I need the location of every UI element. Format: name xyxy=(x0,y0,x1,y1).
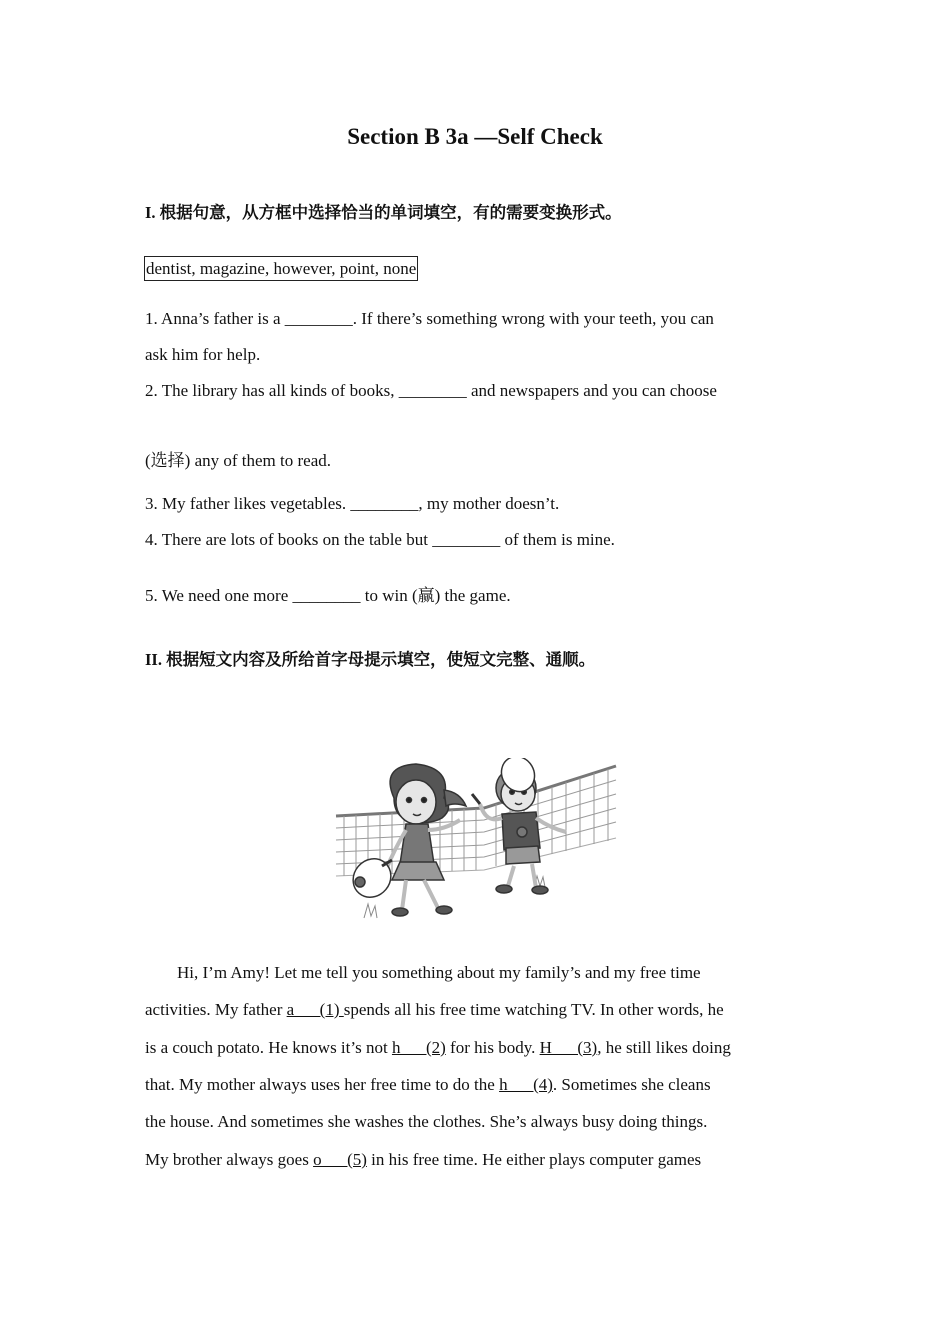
blank-5: o___(5) xyxy=(313,1150,367,1169)
tennis-kids-illustration xyxy=(334,758,620,926)
part2-heading: II. 根据短文内容及所给首字母提示填空，使短文完整、通顺。 xyxy=(145,650,596,669)
question-line: 1. Anna’s father is a ________. If there’s something wrong with your teeth, you can xyxy=(145,309,714,328)
question-line: 4. There are lots of books on the table but ________ of them is mine. xyxy=(145,530,615,549)
blank-2: h___(2) xyxy=(391,1038,446,1057)
passage-line: that. My mother always uses her free time to do the h___(4). Sometimes she cleans xyxy=(145,1075,711,1094)
question-line: 3. My father likes vegetables. ________, my mother doesn’t. xyxy=(145,494,560,513)
question-line: 5. We need one more ________ to win (赢) the game. xyxy=(145,586,511,605)
blank-1: a___(1) xyxy=(286,1000,344,1019)
part1-heading: I. 根据句意，从方框中选择恰当的单词填空，有的需要变换形式。 xyxy=(145,203,622,222)
passage-line: is a couch potato. He knows it’s not h___(2) for his body. H___(3), he still likes doing xyxy=(145,1038,731,1057)
question-line: 2. The library has all kinds of books, ________ and newspapers and you can choose xyxy=(145,381,717,400)
question-line: ask him for help. xyxy=(145,345,261,364)
word-box: dentist, magazine, however, point, none xyxy=(144,256,418,281)
passage-line: activities. My father a___(1) spends all his free time watching TV. In other words, he xyxy=(145,1000,724,1019)
page-title: Section B 3a —Self Check xyxy=(347,124,603,149)
passage-line: Hi, I’m Amy! Let me tell you something about my family’s and my free time xyxy=(177,963,701,982)
blank-3: H___(3) xyxy=(539,1038,598,1057)
girl-player xyxy=(345,764,466,916)
boy-player xyxy=(472,758,566,894)
passage-line: My brother always goes o___(5) in his free time. He either plays computer games xyxy=(145,1150,702,1169)
passage-line: the house. And sometimes she washes the clothes. She’s always busy doing things. xyxy=(145,1112,708,1131)
blank-4: h___(4) xyxy=(499,1075,553,1094)
question-line: (选择) any of them to read. xyxy=(145,451,331,470)
